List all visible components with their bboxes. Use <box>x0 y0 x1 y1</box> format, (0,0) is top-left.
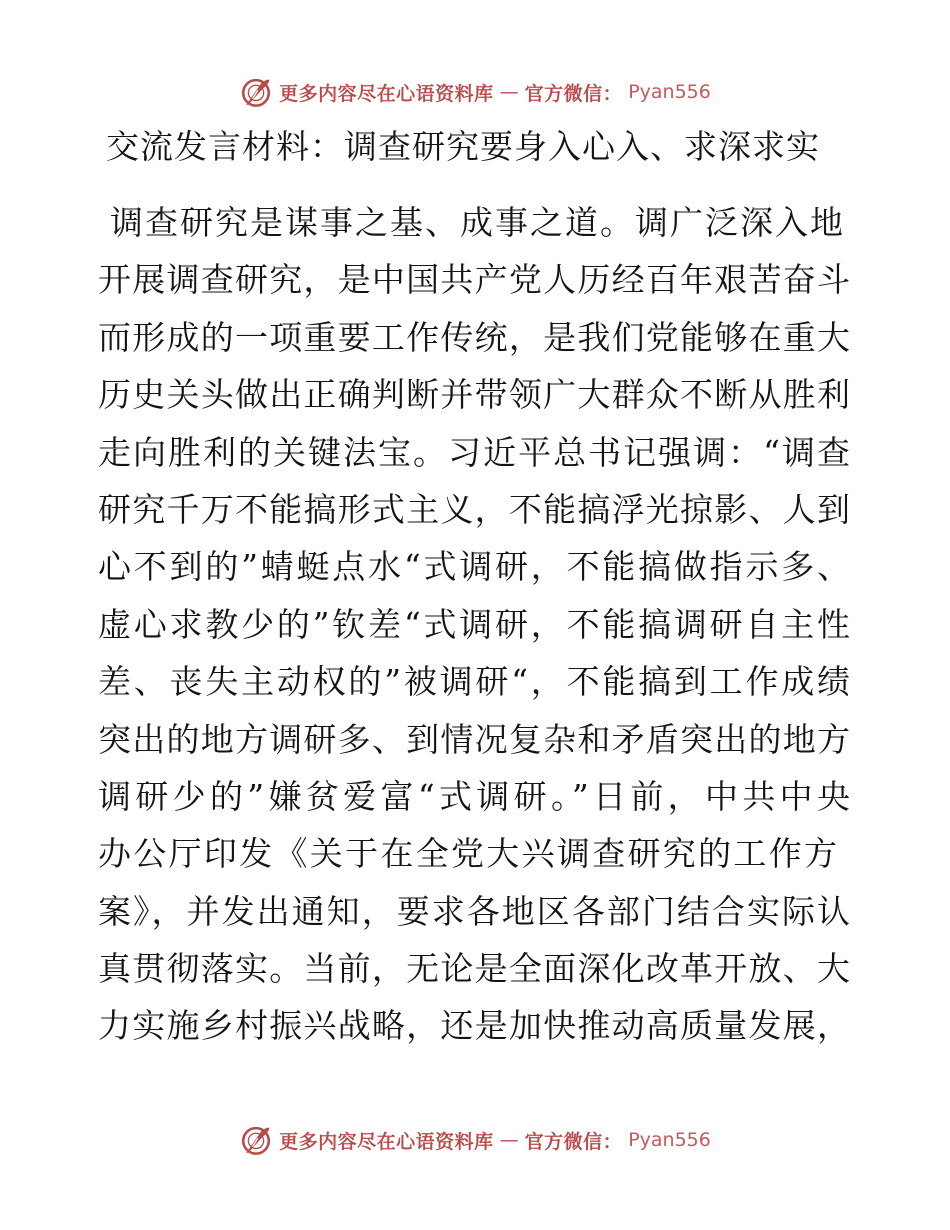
document-title: 交流发言材料：调查研究要身入心入、求深求实 <box>106 127 820 166</box>
body-line: 真贯彻落实。当前，无论是全面深化改革开放、大 <box>98 949 850 989</box>
header-watermark <box>0 72 950 112</box>
body-line: 力实施乡村振兴战略，还是加快推动高质量发展， <box>98 1006 850 1046</box>
body-line: 开展调查研究，是中国共产党人历经百年艰苦奋斗 <box>98 260 850 300</box>
body-line: 虚心求教少的”钦差“式调研，不能搞调研自主性 <box>98 604 850 644</box>
body-line: 心不到的”蜻蜓点水“式调研，不能搞做指示多、 <box>98 547 850 587</box>
watermark-label: 官方微信： <box>524 82 623 105</box>
body-line: 调研少的”嫌贫爱富“式调研。”日前，中共中央 <box>98 776 850 816</box>
watermark-text: 更多内容尽在心语资料库 <box>279 82 494 105</box>
body-line: 突出的地方调研多、到情况复杂和矛盾突出的地方 <box>98 719 850 759</box>
body-line: 调查研究是谋事之基、成事之道。调广泛深入地 <box>110 203 845 242</box>
body-line: 差、丧失主动权的”被调研“，不能搞到工作成绩 <box>98 662 850 702</box>
watermark-account: Pyan556 <box>628 1129 711 1151</box>
document-body <box>98 194 850 1055</box>
footer-watermark <box>0 1120 950 1160</box>
body-line: 研究千万不能搞形式主义，不能搞浮光掠影、人到 <box>98 489 850 529</box>
body-line: 而形成的一项重要工作传统，是我们党能够在重大 <box>98 317 850 357</box>
watermark-account: Pyan556 <box>628 81 711 103</box>
watermark-separator: — <box>499 1129 519 1151</box>
quill-pen-logo-icon <box>239 75 273 109</box>
watermark-separator: — <box>499 81 519 103</box>
watermark-label: 官方微信： <box>524 1130 623 1153</box>
body-line: 办公厅印发《关于在全党大兴调查研究的工作方 <box>98 834 840 874</box>
quill-pen-logo-icon <box>239 1123 273 1157</box>
body-line: 案》，并发出通知，要求各地区各部门结合实际认 <box>98 891 850 931</box>
watermark-text: 更多内容尽在心语资料库 <box>279 1130 494 1153</box>
body-line: 历史关头做出正确判断并带领广大群众不断从胜利 <box>98 375 850 415</box>
body-line: 走向胜利的关键法宝。习近平总书记强调：“调查 <box>98 432 850 472</box>
